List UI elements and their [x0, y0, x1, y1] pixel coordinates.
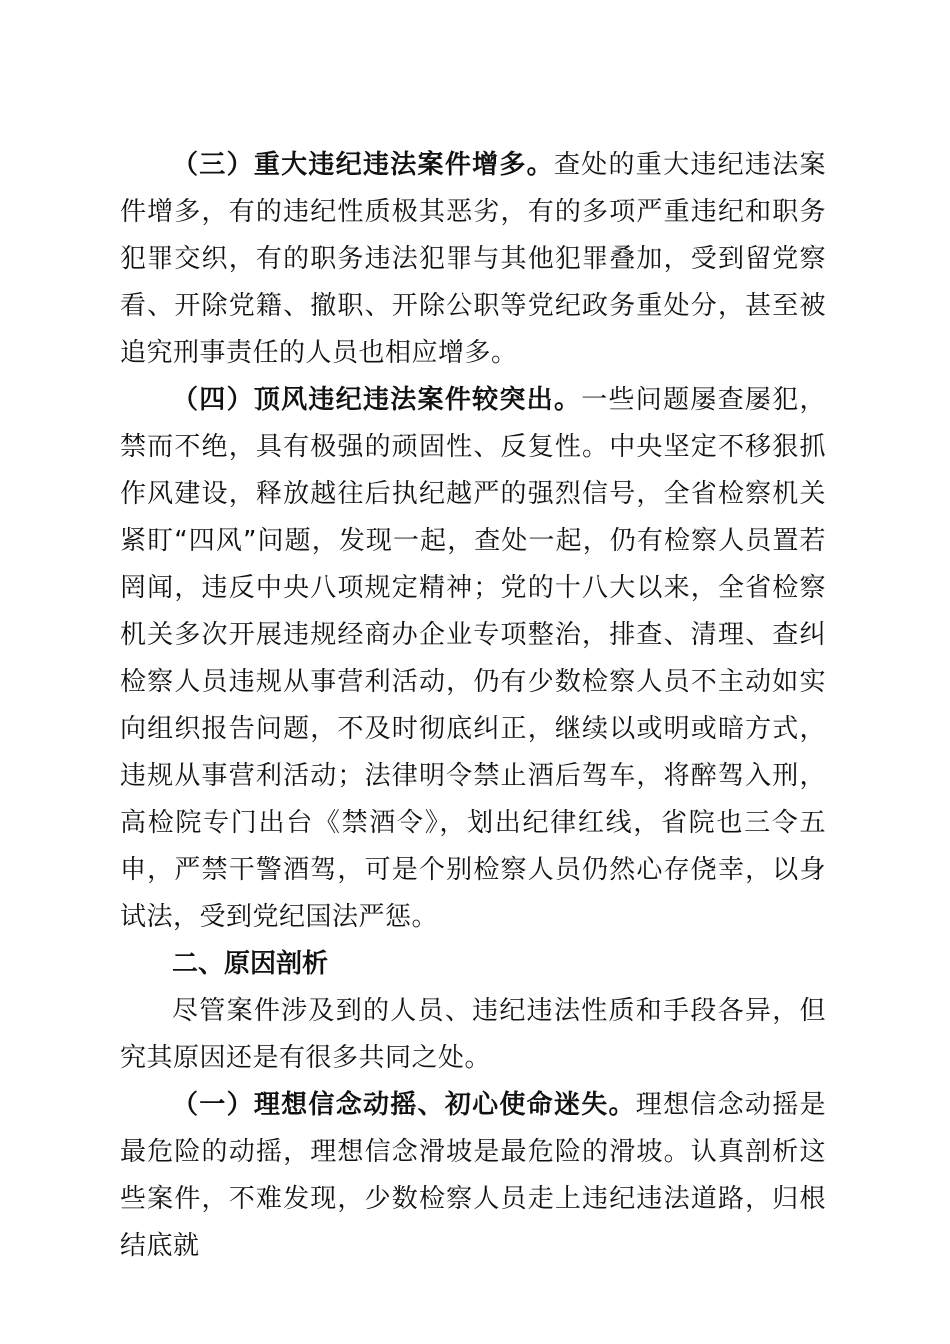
- paragraph-text: 查处的重大违纪违法案件增多，有的违纪性质极其恶劣，有的多项严重违纪和职务犯罪交织，有的职务违法犯罪与其他犯罪叠加，受到留党察看、开除党籍、撤职、开除公职等党纪政务重处分，甚至被追究刑事责任的人员也相应增多。: [120, 150, 826, 368]
- document-body: [120, 142, 826, 1270]
- paragraph-lead: （三）重大违纪违法案件增多。: [172, 150, 554, 180]
- paragraph-text: 一些问题屡查屡犯，禁而不绝，具有极强的顽固性、反复性。中央坚定不移狠抓作风建设，释放越往后执纪越严的强烈信号，全省检察机关紧盯“四风”问题，发现一起，查处一起，仍有检察人员置若罔闻，违反中央八项规定精神；党的十八大以来，全省检察机关多次开展违规经商办企业专项整治，排查、清理、查纠检察人员违规从事营利活动，仍有少数检察人员不主动如实向组织报告问题，不及时彻底纠正，继续以或明或暗方式，违规从事营利活动；法律明令禁止酒后驾车，将醉驾入刑，高检院专门出台《禁酒令》，划出纪律红线，省院也三令五申，严禁干警酒驾，可是个别检察人员仍然心存侥幸，以身试法，受到党纪国法严惩。: [120, 385, 826, 932]
- paragraph-intro: 尽管案件涉及到的人员、违纪违法性质和手段各异，但究其原因还是有很多共同之处。: [120, 996, 826, 1073]
- paragraph-lead: （一）理想信念动摇、初心使命迷失。: [172, 1090, 636, 1120]
- paragraph-lead: （四）顶风违纪违法案件较突出。: [172, 385, 582, 415]
- paragraph-major-cases: [120, 142, 826, 377]
- paragraph-ideals-wavering: [120, 1082, 826, 1270]
- paragraph-defiant-cases: [120, 377, 826, 941]
- paragraph-text: 理想信念动摇是最危险的动摇，理想信念滑坡是最危险的滑坡。认真剖析这些案件，不难发现，少数检察人员走上违纪违法道路，归根结底就: [120, 1090, 826, 1261]
- section-heading: 二、原因剖析: [172, 949, 329, 979]
